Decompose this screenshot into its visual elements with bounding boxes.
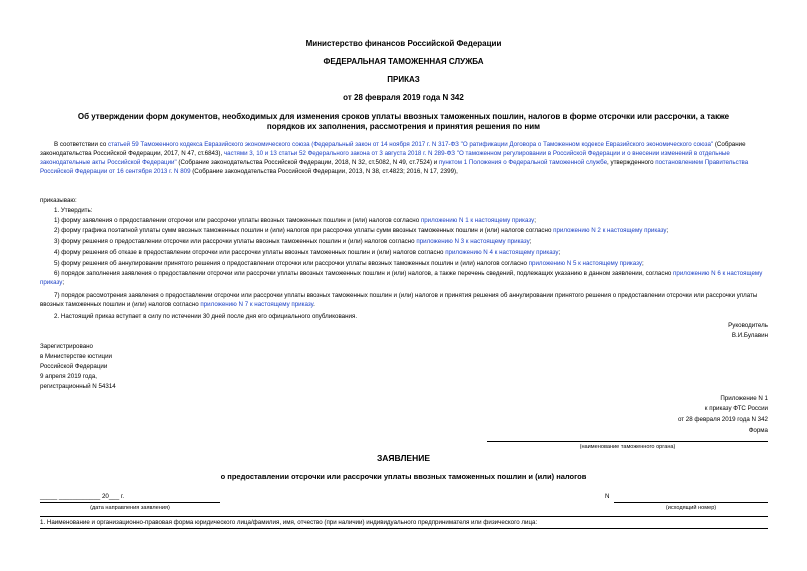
customs-authority-caption: (наименование таможенного органа)	[579, 444, 676, 450]
registration-line4: 9 апреля 2019 года,	[40, 373, 97, 380]
punct: ;	[558, 249, 561, 256]
item-text: 7) порядок рассмотрения заявления о предоставлении отсрочки или рассрочки уплаты ввозных таможенных пошлин и (или) налогов и принятия решения об аннулировании принятого решения о предоставлении отсрочки или рассрочки уплаты ввозных таможенных пошлин и (или) налогов согласно	[40, 292, 758, 308]
preamble-text: , утвержденного	[607, 158, 656, 166]
appendix-order-date: от 28 февраля 2019 года N 342	[677, 416, 768, 423]
appendix-form-label: Форма	[748, 427, 768, 434]
item-text: 6) порядок заполнения заявления о предоставлении отсрочки или рассрочки уплаты ввозных таможенных пошлин и (или) налогов, а также перечень сведений, подлежащих указанию в данном заявлении, согласно	[54, 270, 674, 277]
ministry-name: Министерство финансов Российской Федерации	[305, 39, 502, 48]
link-appendix-4[interactable]: приложению N 4 к настоящему приказу	[445, 249, 559, 256]
preamble-text: (Собрание законодательства Российской Федерации, 2013, N 38, ст.4823; 2016, N 17, 2399),	[190, 167, 458, 175]
registration-line2: в Министерстве юстиции	[40, 353, 113, 360]
preamble-text: (Собрание законодательства Российской Федерации, 2018, N 32, ст.5082, N 49, ст.7524) и	[176, 158, 439, 166]
item-text: 5) форму решения об аннулировании принятого решения о предоставлении отсрочки или рассрочки уплаты ввозных таможенных пошлин и (или) налогов согласно	[54, 260, 529, 267]
preamble-text: (Собрание законодательства Российской Федерации, 2017, N 47, ст.6843),	[40, 141, 746, 157]
item-1-3	[40, 238, 768, 247]
signature-role: Руководитель	[728, 322, 768, 329]
link-appendix-7[interactable]: приложению N 7 к настоящему приказу	[200, 300, 314, 308]
item-1-4	[40, 249, 768, 258]
link-fts-regulation[interactable]: пунктом 1 Положения о Федеральной таможенной службе	[438, 158, 608, 166]
form-number-caption: (исходящий номер)	[665, 505, 717, 511]
appendix-order-ref: к приказу ФТС России	[704, 405, 768, 412]
form-date-caption: (дата направления заявления)	[90, 505, 170, 511]
doc-type: ПРИКАЗ	[387, 75, 420, 84]
item-text: 4) форму решения об отказе в предоставлении отсрочки или рассрочки уплаты ввозных таможенных пошлин и (или) налогов согласно	[54, 249, 446, 256]
appendix-number: Приложение N 1	[720, 395, 768, 402]
item-1-1	[40, 217, 768, 226]
form-title: ЗАЯВЛЕНИЕ	[376, 453, 431, 463]
punct: ;	[62, 278, 65, 286]
link-appendix-3[interactable]: приложению N 3 к настоящему приказу	[416, 238, 530, 245]
punct: ;	[666, 227, 669, 234]
doc-title-line2: порядков их заполнения, рассмотрения и принятия решения по ним	[266, 122, 541, 131]
item-1-2	[40, 227, 768, 236]
link-appendix-5[interactable]: приложению N 5 к настоящему приказу	[528, 260, 642, 267]
preamble	[40, 141, 768, 177]
form-number-line	[614, 502, 768, 503]
form-number-label: N	[605, 493, 610, 500]
registration-line1: Зарегистрировано	[40, 343, 93, 350]
service-name: ФЕДЕРАЛЬНАЯ ТАМОЖЕННАЯ СЛУЖБА	[323, 57, 484, 66]
registration-line5: регистрационный N 54314	[40, 383, 116, 390]
customs-authority-line	[487, 441, 768, 442]
link-customs-code[interactable]: статьей 59 Таможенного кодекса Евразийского экономического союза (Федеральный закон от 14 ноября 2017 г. N 317-ФЗ "О ратификации Договора о Таможенном кодексе Евразийского экономического союза"	[107, 141, 714, 148]
link-appendix-1[interactable]: приложению N 1 к настоящему приказу	[420, 217, 535, 224]
punct: ;	[529, 238, 532, 245]
form-field-1-rule	[40, 528, 768, 529]
doc-date-number: от 28 февраля 2019 года N 342	[343, 93, 464, 102]
item-text: 2) форму графика поэтапной уплаты сумм ввозных таможенных пошлин и (или) налогов при рассрочке уплаты сумм ввозных таможенных пошлин и (или) налогов согласно	[54, 227, 554, 234]
link-appendix-2[interactable]: приложению N 2 к настоящему приказу	[553, 227, 667, 234]
item-1: 1. Утвердить:	[54, 207, 93, 214]
link-government-decree[interactable]: постановлением Правительства Российской Федерации от 16 сентября 2013 г. N 809	[40, 158, 749, 175]
doc-title-line1: Об утверждении форм документов, необходимых для изменения сроков уплаты ввозных таможенных пошлин, налогов в форме отсрочки или рассрочки, а также	[77, 112, 730, 121]
punct: ;	[534, 217, 536, 224]
preamble-text: В соответствии со	[54, 141, 108, 148]
item-2: 2. Настоящий приказ вступает в силу по истечении 30 дней после дня его официального опубликования.	[54, 313, 358, 320]
link-federal-law[interactable]: частями 3, 10 и 13 статьи 52 Федерального закона от 3 августа 2018 г. N 289-ФЗ "О таможенном регулировании в Российской Федерации и о внесении изменений в отдельные законодательные акты Российской Федерации"	[40, 149, 730, 166]
item-1-5	[40, 260, 768, 269]
item-text: 3) форму решения о предоставлении отсрочки или рассрочки уплаты ввозных таможенных пошлин и (или) налогов согласно	[54, 238, 417, 245]
item-1-7	[40, 292, 768, 310]
link-appendix-6[interactable]: приложению N 6 к настоящему приказу	[40, 270, 763, 286]
form-date-line	[40, 502, 220, 503]
punct: .	[313, 300, 315, 308]
form-date-blank: _____ ____________ 20___ г.	[40, 493, 125, 500]
signature-name: В.И.Булавин	[731, 332, 768, 339]
form-field-1-label: 1. Наименование и организационно-правовая форма юридического лица/фамилия, имя, отчество (при наличии) индивидуального предпринимателя или физического лица:	[40, 519, 538, 526]
registration-line3: Российской Федерации	[40, 363, 108, 370]
form-top-rule	[40, 516, 768, 517]
form-subtitle: о предоставлении отсрочки или рассрочки уплаты ввозных таможенных пошлин и (или) налогов	[220, 472, 587, 481]
item-text: 1) форму заявления о предоставлении отсрочки или рассрочки уплаты ввозных таможенных пошлин и (или) налогов согласно	[54, 217, 421, 224]
item-1-6	[40, 270, 768, 288]
order-word: приказываю:	[40, 197, 77, 204]
punct: ;	[642, 260, 644, 267]
